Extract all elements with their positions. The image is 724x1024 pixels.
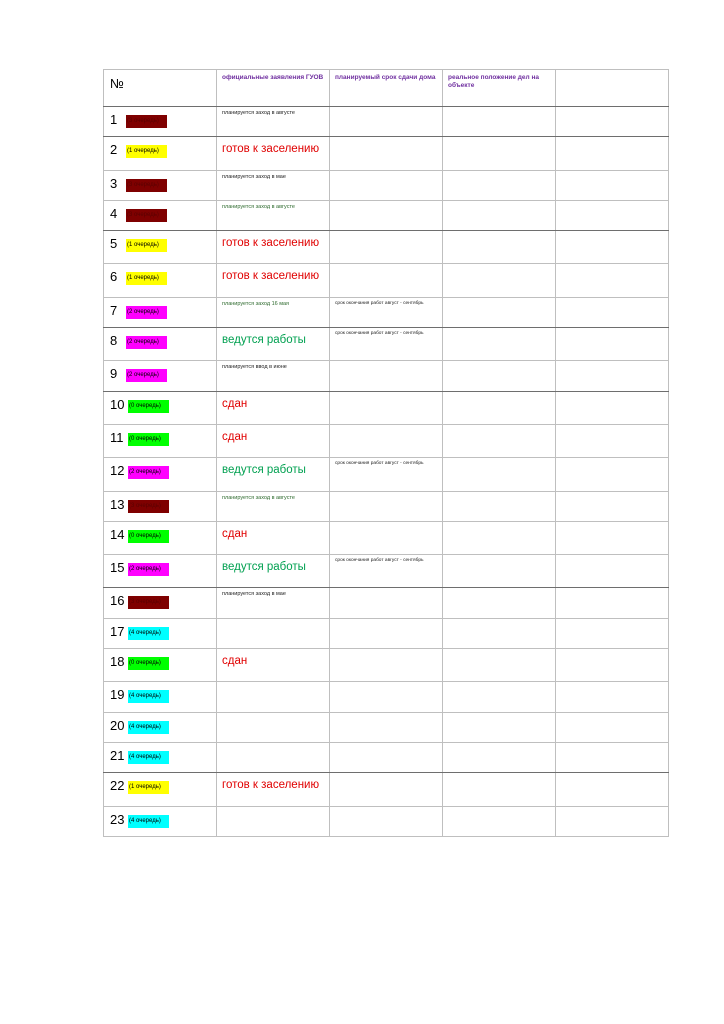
extra-cell [556,649,669,682]
status-cell [217,682,330,712]
house-number: 18 [110,654,125,670]
status-cell: планируется ввод в июне [217,361,330,391]
house-cell [104,107,217,137]
status-cell: готов к заселению [217,231,330,264]
queue-badge: (2 очередь) [128,466,169,479]
house-number: 5 [110,236,118,252]
status-cell: планируется заход в августе [217,200,330,230]
term-cell [330,588,443,618]
table-row [104,107,669,137]
term-cell [330,521,443,554]
status-cell: сдан [217,521,330,554]
extra-cell [556,424,669,457]
queue-badge: (3 очередь) [126,209,167,222]
house-cell [104,618,217,648]
queue-badge: (4 очередь) [128,690,169,703]
real-state-cell [443,328,556,361]
queue-badge: (1 очередь) [128,781,169,794]
term-cell [330,231,443,264]
house-cell [104,458,217,491]
applications-header: официальные заявления ГУОВ [217,70,330,107]
real-state-cell [443,649,556,682]
house-number: 23 [110,811,125,827]
term-cell [330,264,443,297]
header-row [104,70,669,107]
term-cell [330,170,443,200]
status-cell: планируется заход в августе [217,107,330,137]
term-cell [330,200,443,230]
house-cell [104,806,217,836]
table-body [104,70,669,837]
house-number: 7 [110,302,118,318]
table-row [104,773,669,806]
real-state-cell [443,555,556,588]
status-cell: сдан [217,649,330,682]
table-row [104,682,669,712]
queue-badge: (3 очередь) [128,596,169,609]
house-number: 17 [110,623,125,639]
status-cell: готов к заселению [217,137,330,170]
house-number: 1 [110,112,118,127]
real-state-cell [443,391,556,424]
real-state-cell [443,742,556,772]
queue-badge: (3 очередь) [126,115,167,128]
housing-status-table [103,69,669,837]
queue-badge: (4 очередь) [128,721,169,734]
status-cell: ведутся работы [217,555,330,588]
extra-cell [556,170,669,200]
house-number: 8 [110,333,118,349]
house-number: 21 [110,747,125,763]
house-number: 13 [110,496,125,512]
table-row [104,649,669,682]
status-cell: ведутся работы [217,458,330,491]
house-cell [104,649,217,682]
table-row [104,491,669,521]
house-cell [104,773,217,806]
queue-badge: (1 очередь) [126,145,167,158]
table-row [104,297,669,327]
queue-badge: (1 очередь) [126,239,167,252]
table-row [104,742,669,772]
extra-cell [556,107,669,137]
real-state-cell [443,361,556,391]
term-cell: срок окончания работ август - сентябрь [330,297,443,327]
extra-cell [556,742,669,772]
term-cell [330,618,443,648]
extra-cell [556,231,669,264]
house-number: 11 [110,429,124,445]
term-cell [330,391,443,424]
house-cell [104,264,217,297]
house-cell [104,742,217,772]
queue-badge: (4 очередь) [128,815,169,828]
status-cell: готов к заселению [217,773,330,806]
term-cell: срок окончания работ август - сентябрь [330,458,443,491]
house-number: 16 [110,593,125,609]
term-cell [330,682,443,712]
house-number: 9 [110,366,118,382]
term-cell [330,491,443,521]
term-cell: срок окончания работ август - сентябрь [330,555,443,588]
extra-cell [556,200,669,230]
table-row [104,424,669,457]
house-number: 14 [110,526,125,542]
house-cell [104,170,217,200]
house-cell [104,231,217,264]
term-cell [330,806,443,836]
table-row [104,391,669,424]
queue-badge: (2 очередь) [126,336,167,349]
status-cell: планируется заход 16 мая [217,297,330,327]
house-number: 10 [110,396,125,412]
term-cell [330,137,443,170]
table-row [104,806,669,836]
house-cell [104,137,217,170]
status-cell [217,712,330,742]
real-state-cell [443,806,556,836]
queue-badge: (2 очередь) [126,306,167,319]
house-number: 19 [110,687,125,703]
term-cell: срок окончания работ август - сентябрь [330,328,443,361]
real-state-cell [443,712,556,742]
term-cell [330,712,443,742]
extra-cell [556,618,669,648]
extra-cell [556,555,669,588]
house-cell [104,328,217,361]
status-cell [217,806,330,836]
real-state-cell [443,200,556,230]
real-state-cell [443,107,556,137]
real-state-cell [443,297,556,327]
extra-cell [556,588,669,618]
queue-badge: (2 очередь) [126,369,167,382]
house-number: 4 [110,205,118,221]
status-cell: планируется заход в августе [217,491,330,521]
table-row [104,588,669,618]
term-cell [330,742,443,772]
real-state-header: реальное положение дел на объекте [443,70,556,107]
table-row [104,555,669,588]
house-cell [104,682,217,712]
extra-cell [556,264,669,297]
table-row [104,458,669,491]
real-state-cell [443,424,556,457]
queue-badge: (0 очередь) [128,657,169,670]
queue-badge: (2 очередь) [128,563,169,576]
queue-badge: (0 очередь) [128,530,169,543]
house-cell [104,361,217,391]
extra-cell [556,682,669,712]
table-row [104,200,669,230]
extra-cell [556,458,669,491]
house-cell [104,555,217,588]
extra-cell [556,806,669,836]
extra-cell [556,137,669,170]
real-state-cell [443,521,556,554]
extra-cell [556,773,669,806]
house-cell [104,424,217,457]
term-cell [330,773,443,806]
term-cell [330,649,443,682]
table-row [104,361,669,391]
house-number: 6 [110,269,118,285]
status-cell: сдан [217,424,330,457]
extra-header [556,70,669,107]
house-number: 15 [110,560,125,576]
real-state-cell [443,491,556,521]
queue-badge: (1 очередь) [126,272,167,285]
queue-badge: (0 очередь) [128,433,169,446]
table-row [104,618,669,648]
number-header: № [104,70,217,107]
status-cell: ведутся работы [217,328,330,361]
status-cell: планируется заход в мае [217,170,330,200]
term-cell [330,361,443,391]
house-cell [104,521,217,554]
extra-cell [556,521,669,554]
status-cell: планируется заход в мае [217,588,330,618]
house-cell [104,491,217,521]
table-row [104,328,669,361]
term-cell [330,107,443,137]
house-cell [104,391,217,424]
queue-badge: (3 очередь) [128,500,169,513]
queue-badge: (0 очередь) [128,400,169,413]
real-state-cell [443,458,556,491]
house-number: 20 [110,717,125,733]
real-state-cell [443,170,556,200]
house-cell [104,712,217,742]
real-state-cell [443,618,556,648]
house-cell [104,588,217,618]
status-cell: сдан [217,391,330,424]
table-row [104,712,669,742]
extra-cell [556,297,669,327]
real-state-cell [443,231,556,264]
extra-cell [556,328,669,361]
house-cell [104,200,217,230]
queue-badge: (4 очередь) [128,751,169,764]
house-number: 2 [110,142,118,158]
queue-badge: (3 очередь) [126,179,167,192]
house-number: 12 [110,463,125,479]
status-cell: готов к заселению [217,264,330,297]
real-state-cell [443,137,556,170]
table-row [104,231,669,264]
status-cell [217,618,330,648]
term-header: планируемый срок сдачи дома [330,70,443,107]
real-state-cell [443,682,556,712]
table-row [104,264,669,297]
extra-cell [556,361,669,391]
queue-badge: (4 очередь) [128,627,169,640]
real-state-cell [443,264,556,297]
status-cell [217,742,330,772]
house-cell [104,297,217,327]
house-number: 22 [110,778,125,794]
table-row [104,137,669,170]
table-row [104,521,669,554]
extra-cell [556,712,669,742]
extra-cell [556,491,669,521]
table-row [104,170,669,200]
extra-cell [556,391,669,424]
real-state-cell [443,588,556,618]
real-state-cell [443,773,556,806]
term-cell [330,424,443,457]
house-number: 3 [110,175,118,191]
